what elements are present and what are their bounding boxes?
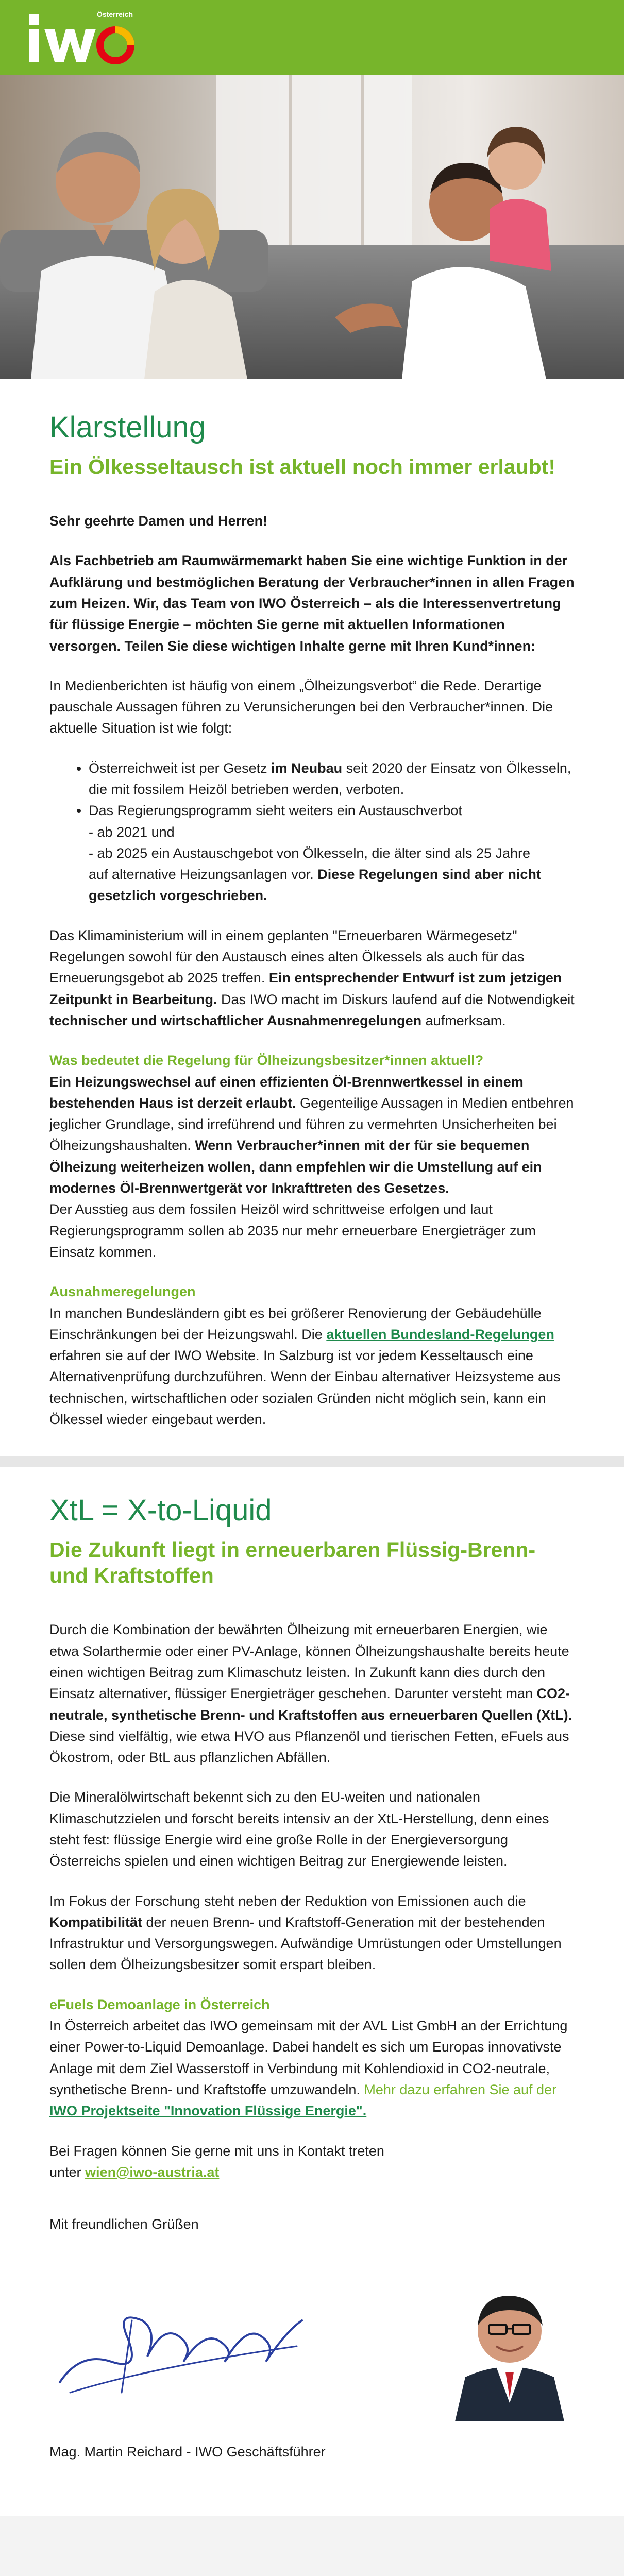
exceptions-paragraph: In manchen Bundesländern gibt es bei größerer Renovierung der Gebäudehülle Einschränkungen bei der Heizungswahl. Die aktuellen Bundesland-Regelungen erfahren sie auf der IWO Website. In Salzburg ist vor jedem Kesseltausch eine Alternativenprüfung durchzuführen. Wenn der Einbau alternativer Heizsysteme aus technischen, wirtschaftlichen oder sozialen Gründen nicht möglich sein, kann ein Ölkessel wieder eingebaut werden. (49, 1305, 561, 1427)
section-divider (0, 1456, 624, 1467)
contact-paragraph: Bei Fragen können Sie gerne mit uns in Kontakt treten unter wien@iwo-austria.at (49, 2143, 384, 2180)
efuels-heading: eFuels Demoanlage in Österreich (49, 1996, 270, 2012)
handwritten-signature (49, 2290, 317, 2403)
projektseite-link[interactable]: IWO Projektseite "Innovation Flüssige Energie". (49, 2103, 367, 2119)
list-item: • Das Regierungsprogramm sieht weiters ein Austauschverbot - ab 2021 und - ab 2025 ein Austauschgebot von Ölkesseln, die älter sind als 25 Jahre auf alternative Heizungsanlagen vor. Diese Regelungen sind aber nicht gesetzlich vorgeschrieben. (89, 800, 575, 906)
header-bar (0, 0, 624, 75)
section-klarstellung (0, 379, 624, 1456)
efuels-block (49, 1994, 575, 2122)
xtl-paragraph-1: Durch die Kombination der bewährten Ölheizung mit erneuerbaren Energien, wie etwa Solarthermie oder einer PV-Anlage, können Ölheizungshaushalte bereits heute einen wichtigen Beitrag zum Klimaschutz leisten. In Zukunft kann dies durch den Einsatz alternativer, flüssiger Energieträger geschehen. Darunter versteht man CO2-neutrale, synthetische Brenn- und Kraftstoffen aus erneuerbaren Quellen (XtL). Diese sind vielfältig, wie etwa HVO aus Pflanzenöl und tierischen Fetten, eFuels aus Ökostrom, oder BtL aus pflanzlichen Abfällen. (49, 1622, 572, 1766)
hero-image (0, 75, 624, 379)
closing-line: Mit freundlichen Grüßen (49, 2216, 199, 2232)
question-heading: Was bedeutet die Regelung für Ölheizungsbesitzer*innen aktuell? (49, 1053, 484, 1069)
efuels-paragraph: In Österreich arbeitet das IWO gemeinsam mit der AVL List GmbH an der Errichtung einer Power-to-Liquid Demoanlage. Dabei handelt es sich um Europas innovativste Anlage mit dem Ziel Wasserstoff in Verbindung mit Kohlendioxid in CO2-neutrale, synthetische Brenn- und Kraftstoffe umzuwandeln. Mehr dazu erfahren Sie auf der IWO Projektseite "Innovation Flüssige Energie". (49, 2018, 568, 2119)
exceptions-block (49, 1281, 575, 1430)
signatory-name: Mag. Martin Reichard - IWO Geschäftsführer (49, 2444, 326, 2460)
logo-subtext: Österreich (97, 10, 133, 19)
contact-email-link[interactable]: wien@iwo-austria.at (85, 2164, 220, 2180)
section2-subtitle: Die Zukunft liegt in erneuerbaren Flüssig-Brenn- und Kraftstoffen (49, 1538, 536, 1588)
bundesland-regelungen-link[interactable]: aktuellen Bundesland-Regelungen (326, 1326, 554, 1342)
exceptions-heading: Ausnahmeregelungen (49, 1284, 196, 1300)
section-xtl (0, 1467, 624, 2516)
media-paragraph: In Medienberichten ist häufig von einem „Ölheizungsverbot“ die Rede. Derartige pauschale Aussagen führen zu Verunsicherungen bei den Verbraucher*innen. Die aktuelle Situation ist wie folgt: (49, 677, 553, 736)
xtl-paragraph-2: Die Mineralölwirtschaft bekennt sich zu den EU-weiten und nationalen Klimaschutzzielen und forscht bereits intensiv an der XtL-Herstellung, denn eines steht fest: flüssige Energie wird eine große Rolle in der Energieversorgung Österreichs spielen und einen wichtigen Beitrag zur Energiewende leisten. (49, 1789, 549, 1869)
question-paragraph: Ein Heizungswechsel auf einen effizienten Öl-Brennwertkessel in einem bestehenden Haus ist derzeit erlaubt. Gegenteilige Aussagen in Medien entbehren jeglicher Grundlage, sind irreführend und führen zu vermehrten Unsicherheiten bei Ölheizungshaushalten. Wenn Verbraucher*innen mit der für sie bequemen Ölheizung weiterheizen wollen, dann empfehlen wir die Umstellung auf ein modernes Öl-Brennwertgerät vor Inkrafttreten des Gesetzes. Der Ausstieg aus dem fossilen Heizöl wird schrittweise erfolgen und laut Regierungsprogramm sollen ab 2035 nur mehr erneuerbare Energieträger zum Einsatz kommen. (49, 1074, 574, 1260)
salutation: Sehr geehrte Damen und Herren! (49, 513, 268, 529)
question-block (49, 1050, 575, 1263)
author-portrait (445, 2269, 575, 2421)
situation-list (49, 758, 575, 907)
iwo-logo[interactable] (27, 10, 150, 67)
klima-paragraph: Das Klimaministerium will in einem geplanten "Erneuerbaren Wärmegesetz" Regelungen sowohl für den Austausch eines alten Ölkessels als auch für das Erneuerungsgebot ab 2025 treffen. Ein entsprechender Entwurf ist zum jetzigen Zeitpunkt in Bearbeitung. Das IWO macht im Diskurs laufend auf die Notwendigkeit technischer und wirtschaftlicher Ausnahmenregelungen aufmerksam. (49, 927, 575, 1028)
list-item: • Österreichweit ist per Gesetz im Neubau seit 2020 der Einsatz von Ölkesseln, die mit fossilem Heizöl betrieben werden, verboten. (89, 758, 575, 801)
intro-paragraph: Als Fachbetrieb am Raumwärmemarkt haben Sie eine wichtige Funktion in der Aufklärung und bestmöglichen Beratung der Verbraucher*innen in allen Fragen zum Heizen. Wir, das Team von IWO Österreich – als die Interessenvertretung für flüssige Energie – möchten Sie gerne mit aktuellen Informationen versorgen. Teilen Sie diese wichtigen Inhalte gerne mit Ihren Kund*innen: (49, 553, 575, 654)
iwo-logo-icon (27, 10, 150, 67)
xtl-paragraph-3: Im Fokus der Forschung steht neben der Reduktion von Emissionen auch die Kompatibilität der neuen Brenn- und Kraftstoff-Generation mit der bestehenden Infrastruktur und Versorgungswegen. Aufwändige Umrüstungen oder Umstellungen sollen dem Ölheizungsbesitzer somit erspart bleiben. (49, 1893, 562, 1973)
section1-subtitle: Ein Ölkesseltausch ist aktuell noch immer erlaubt! (49, 455, 556, 479)
section1-title: Klarstellung (49, 411, 206, 444)
signature-block (49, 2253, 575, 2496)
section2-title: XtL = X-to-Liquid (49, 1494, 272, 1528)
